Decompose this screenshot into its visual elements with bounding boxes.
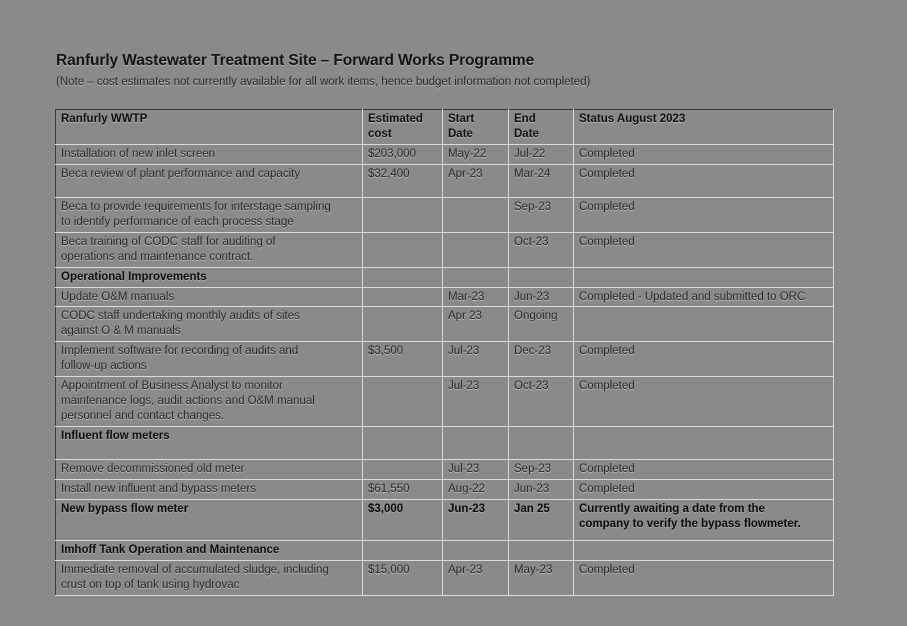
page-note: (Note – cost estimates not currently available for all work items, hence budget information not completed) bbox=[56, 76, 591, 88]
cell-task bbox=[56, 499, 363, 540]
cell-line: maintenance logs, audit actions and O&M manual bbox=[61, 395, 315, 408]
cell-start-date: Jun-23 bbox=[443, 499, 509, 540]
table-row bbox=[56, 342, 834, 377]
cell-start-date bbox=[443, 267, 509, 287]
cell-line: Completed - Updated and submitted to ORC bbox=[579, 290, 806, 303]
cell-line: Completed bbox=[579, 235, 635, 248]
cell-start-date: Jul-23 bbox=[443, 377, 509, 427]
cell-estimated-cost: $32,400 bbox=[363, 164, 443, 197]
cell-line: Immediate removal of accumulated sludge, including bbox=[61, 563, 329, 576]
table-row bbox=[56, 232, 834, 267]
cell-line: Imhoff Tank Operation and Maintenance bbox=[61, 543, 280, 556]
page-title: Ranfurly Wastewater Treatment Site – Forward Works Programme bbox=[56, 52, 535, 69]
cell-start-date bbox=[443, 197, 509, 232]
table-row bbox=[56, 560, 834, 595]
cell-line: Completed bbox=[579, 463, 635, 475]
cell-estimated-cost bbox=[363, 377, 443, 427]
cell-task bbox=[56, 307, 363, 342]
cell-estimated-cost: $3,000 bbox=[363, 499, 443, 540]
cell-end-date: Dec-23 bbox=[509, 342, 574, 377]
cell-status bbox=[574, 377, 834, 427]
cell-task bbox=[56, 267, 363, 287]
table-body bbox=[56, 144, 834, 595]
cell-estimated-cost: $15,000 bbox=[363, 560, 443, 595]
cell-status bbox=[574, 540, 834, 560]
cell-line: Completed bbox=[579, 563, 635, 576]
cell-status bbox=[574, 287, 834, 307]
table-row bbox=[56, 287, 834, 307]
cell-line: Beca to provide requirements for interstage sampling bbox=[61, 200, 331, 213]
cell-line: cost bbox=[368, 127, 392, 140]
cell-start-date bbox=[443, 540, 509, 560]
cell-start-date: Aug-22 bbox=[443, 479, 509, 499]
cell-line: Date bbox=[514, 127, 539, 140]
cell-line: Completed bbox=[579, 345, 635, 358]
cell-end-date: Jul-22 bbox=[509, 144, 574, 164]
cell-start-date: Apr 23 bbox=[443, 307, 509, 342]
cell-task bbox=[56, 377, 363, 427]
cell-end-date: Mar-24 bbox=[509, 164, 574, 197]
column-header-cost bbox=[363, 110, 443, 145]
cell-end-date: Oct-23 bbox=[509, 232, 574, 267]
cell-start-date: Jul-23 bbox=[443, 342, 509, 377]
table-row bbox=[56, 377, 834, 427]
table-row bbox=[56, 144, 834, 164]
cell-line: New bypass flow meter bbox=[61, 502, 189, 515]
cell-estimated-cost bbox=[363, 540, 443, 560]
cell-line: Completed bbox=[579, 147, 635, 160]
cell-line: follow-up actions bbox=[61, 360, 147, 373]
cell-line: Beca training of CODC staff for auditing of bbox=[61, 235, 276, 248]
cell-start-date: May-22 bbox=[443, 144, 509, 164]
cell-end-date: Sep-23 bbox=[509, 197, 574, 232]
cell-start-date bbox=[443, 232, 509, 267]
cell-start-date bbox=[443, 427, 509, 460]
cell-end-date: Jun-23 bbox=[509, 287, 574, 307]
cell-estimated-cost: $61,550 bbox=[363, 479, 443, 499]
cell-line: against O & M manuals bbox=[61, 325, 181, 338]
cell-start-date: Jul-23 bbox=[443, 460, 509, 480]
cell-line: Beca review of plant performance and capacity bbox=[61, 167, 301, 180]
cell-status bbox=[574, 267, 834, 287]
cell-line: Status August 2023 bbox=[579, 113, 686, 125]
table-row bbox=[56, 479, 834, 499]
cell-status bbox=[574, 307, 834, 342]
column-header-task bbox=[56, 110, 363, 145]
cell-line: Operational Improvements bbox=[61, 270, 207, 283]
cell-line: Currently awaiting a date from the bbox=[579, 502, 765, 515]
table-row bbox=[56, 307, 834, 342]
cell-line: Implement software for recording of audits and bbox=[61, 345, 299, 358]
cell-task bbox=[56, 342, 363, 377]
cell-task bbox=[56, 560, 363, 595]
table-row bbox=[56, 164, 834, 197]
cell-estimated-cost bbox=[363, 267, 443, 287]
cell-estimated-cost bbox=[363, 460, 443, 480]
cell-line: personnel and contact changes. bbox=[61, 410, 225, 423]
cell-status bbox=[574, 232, 834, 267]
table-row bbox=[56, 499, 834, 540]
cell-line: Install new influent and bypass meters bbox=[61, 482, 256, 495]
cell-status bbox=[574, 560, 834, 595]
cell-end-date: Jun-23 bbox=[509, 479, 574, 499]
table-section-row bbox=[56, 267, 834, 287]
cell-line: Remove decommissioned old meter bbox=[61, 463, 245, 475]
cell-task bbox=[56, 427, 363, 460]
cell-estimated-cost: $3,500 bbox=[363, 342, 443, 377]
cell-status bbox=[574, 342, 834, 377]
cell-start-date: Mar-23 bbox=[443, 287, 509, 307]
cell-end-date bbox=[509, 540, 574, 560]
cell-line: crust on top of tank using hydrovac bbox=[61, 578, 240, 591]
cell-line: Completed bbox=[579, 380, 635, 393]
cell-status bbox=[574, 460, 834, 480]
cell-end-date: Jan 25 bbox=[509, 499, 574, 540]
cell-end-date: Ongoing bbox=[509, 307, 574, 342]
cell-task bbox=[56, 287, 363, 307]
cell-line: Installation of new inlet screen bbox=[61, 147, 216, 160]
cell-line: Ranfurly WWTP bbox=[61, 113, 148, 125]
cell-status bbox=[574, 479, 834, 499]
cell-status bbox=[574, 427, 834, 460]
cell-line: company to verify the bypass flowmeter. bbox=[579, 517, 801, 530]
cell-task bbox=[56, 232, 363, 267]
cell-line: to identify performance of each process stage bbox=[61, 215, 294, 228]
cell-line: Completed bbox=[579, 200, 635, 213]
table-row bbox=[56, 197, 834, 232]
table-header bbox=[56, 110, 834, 145]
column-header-start-date bbox=[443, 110, 509, 145]
cell-end-date bbox=[509, 427, 574, 460]
table-section-row bbox=[56, 427, 834, 460]
cell-status bbox=[574, 144, 834, 164]
table-row bbox=[56, 460, 834, 480]
cell-task bbox=[56, 144, 363, 164]
cell-line: Appointment of Business Analyst to monitor bbox=[61, 380, 283, 393]
cell-start-date: Apr-23 bbox=[443, 164, 509, 197]
cell-end-date: May-23 bbox=[509, 560, 574, 595]
cell-task bbox=[56, 479, 363, 499]
forward-works-table bbox=[55, 109, 834, 596]
column-header-end-date bbox=[509, 110, 574, 145]
cell-task bbox=[56, 197, 363, 232]
cell-line: operations and maintenance contract. bbox=[61, 250, 254, 263]
cell-line: Estimated bbox=[368, 113, 423, 125]
cell-status bbox=[574, 197, 834, 232]
column-header-status bbox=[574, 110, 834, 145]
cell-estimated-cost bbox=[363, 307, 443, 342]
cell-estimated-cost bbox=[363, 427, 443, 460]
cell-estimated-cost bbox=[363, 232, 443, 267]
cell-task bbox=[56, 164, 363, 197]
cell-line: Completed bbox=[579, 167, 635, 180]
table-header-row bbox=[56, 110, 834, 145]
cell-status bbox=[574, 164, 834, 197]
cell-line: CODC staff undertaking monthly audits of sites bbox=[61, 310, 300, 323]
cell-start-date: Apr-23 bbox=[443, 560, 509, 595]
cell-task bbox=[56, 460, 363, 480]
cell-line: Influent flow meters bbox=[61, 430, 170, 442]
table-section-row bbox=[56, 540, 834, 560]
cell-estimated-cost bbox=[363, 197, 443, 232]
cell-line: Update O&M manuals bbox=[61, 290, 175, 303]
cell-line: Start bbox=[448, 113, 475, 125]
cell-estimated-cost: $203,000 bbox=[363, 144, 443, 164]
cell-line: End bbox=[514, 113, 536, 125]
cell-end-date: Sep-23 bbox=[509, 460, 574, 480]
cell-line: Completed bbox=[579, 482, 635, 495]
cell-task bbox=[56, 540, 363, 560]
cell-end-date: Oct-23 bbox=[509, 377, 574, 427]
cell-estimated-cost bbox=[363, 287, 443, 307]
cell-end-date bbox=[509, 267, 574, 287]
cell-line: Date bbox=[448, 127, 473, 140]
cell-status bbox=[574, 499, 834, 540]
